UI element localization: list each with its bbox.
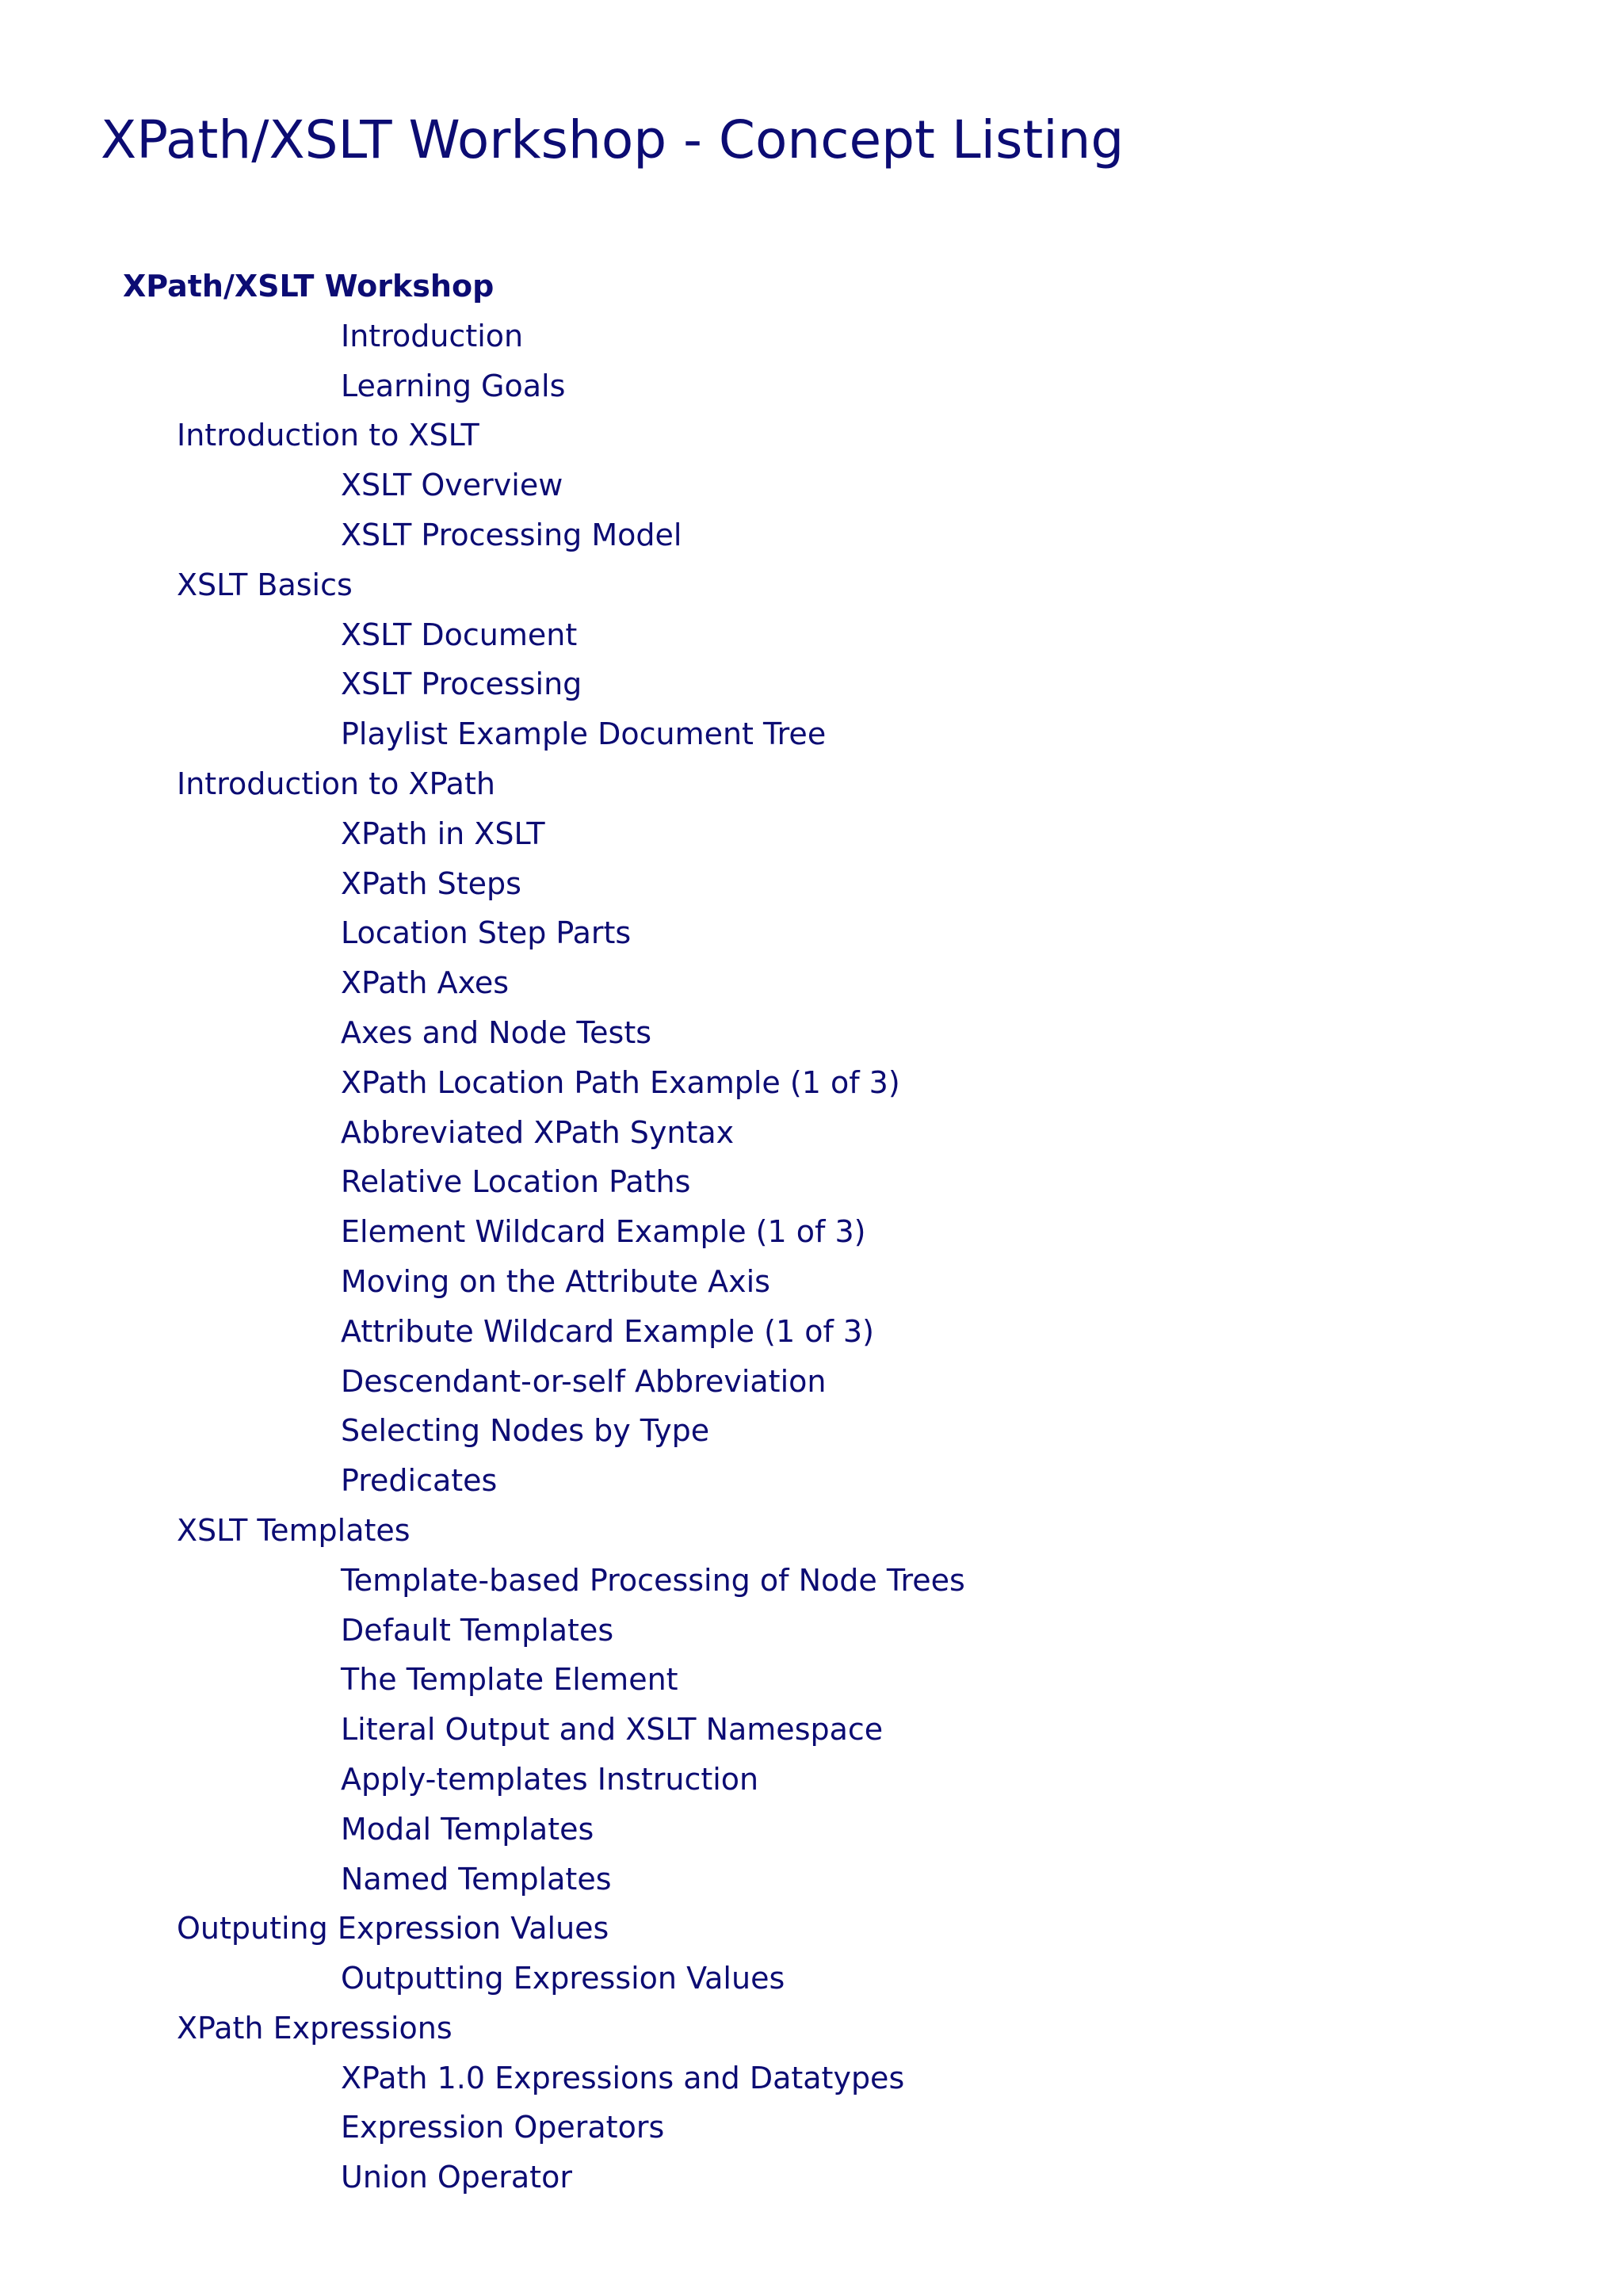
concept-listing	[0, 262, 1623, 2202]
concept-item: XSLT Processing Model	[341, 517, 682, 552]
concept-item: Default Templates	[341, 1612, 614, 1648]
concept-item: XSLT Overview	[341, 468, 563, 503]
concept-item: Named Templates	[341, 1861, 612, 1897]
section-heading: XPath Expressions	[177, 2010, 453, 2046]
concept-item: Attribute Wildcard Example (1 of 3)	[341, 1313, 874, 1349]
page-title: XPath/XSLT Workshop - Concept Listing	[101, 109, 1125, 170]
section-heading: XSLT Templates	[177, 1512, 411, 1548]
concept-item: XSLT Processing	[341, 667, 582, 702]
concept-item: Expression Operators	[341, 2110, 665, 2145]
concept-item: XPath Location Path Example (1 of 3)	[341, 1064, 900, 1100]
section-heading: Introduction to XPath	[177, 766, 495, 801]
concept-item: Outputting Expression Values	[341, 1961, 785, 1996]
concept-item: Literal Output and XSLT Namespace	[341, 1712, 884, 1748]
concept-item: Element Wildcard Example (1 of 3)	[341, 1214, 866, 1250]
concept-item: Learning Goals	[341, 368, 566, 403]
concept-item: XPath in XSLT	[341, 816, 545, 851]
concept-item: Playlist Example Document Tree	[341, 716, 827, 752]
concept-item: Predicates	[341, 1463, 498, 1499]
concept-item: Axes and Node Tests	[341, 1014, 652, 1050]
concept-item: XPath Axes	[341, 965, 510, 1001]
concept-item: Moving on the Attribute Axis	[341, 1263, 770, 1299]
concept-item: Abbreviated XPath Syntax	[341, 1114, 735, 1150]
section-heading: XSLT Basics	[177, 567, 353, 602]
concept-item: Relative Location Paths	[341, 1164, 691, 1200]
concept-item: Introduction	[341, 318, 524, 353]
concept-item: Selecting Nodes by Type	[341, 1413, 710, 1449]
section-heading: Outputing Expression Values	[177, 1911, 609, 1946]
concept-item: XPath 1.0 Expressions and Datatypes	[341, 2060, 905, 2095]
concept-item: Location Step Parts	[341, 915, 632, 951]
concept-item: XPath Steps	[341, 865, 521, 901]
concept-item: Modal Templates	[341, 1811, 594, 1847]
concept-item: Template-based Processing of Node Trees	[341, 1562, 965, 1598]
concept-item: Descendant-or-self Abbreviation	[341, 1363, 827, 1399]
concept-item: Apply-templates Instruction	[341, 1761, 759, 1797]
concept-item: The Template Element	[341, 1662, 678, 1698]
section-heading: Introduction to XSLT	[177, 418, 479, 453]
concept-item: XSLT Document	[341, 617, 578, 652]
listing-root-heading: XPath/XSLT Workshop	[123, 269, 495, 304]
concept-item: Union Operator	[341, 2160, 572, 2195]
